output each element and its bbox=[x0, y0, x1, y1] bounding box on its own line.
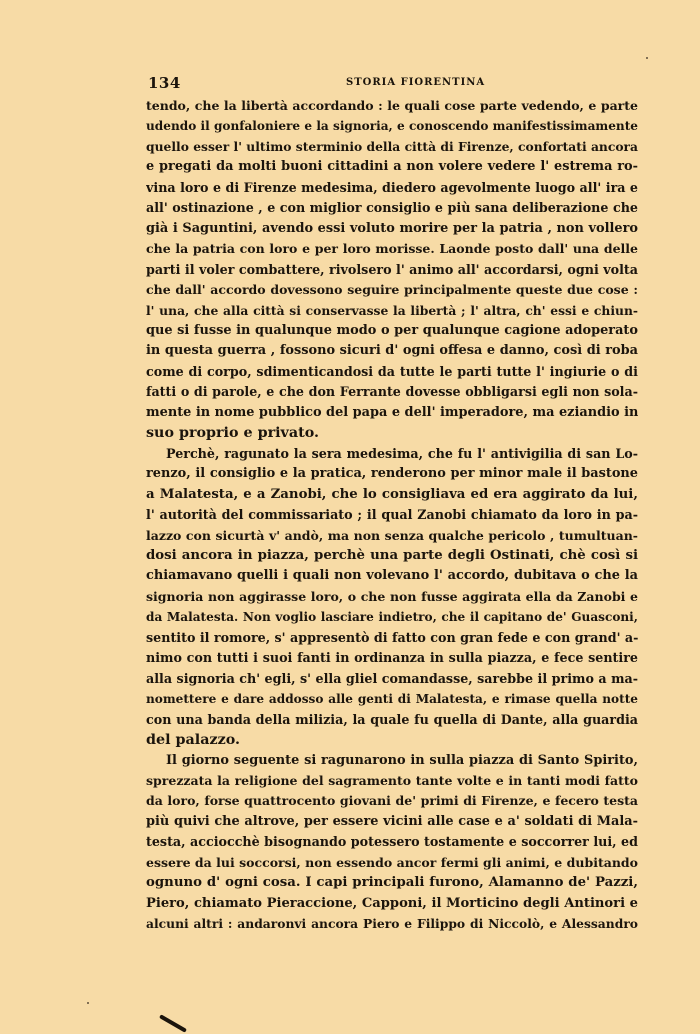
text-line: renzo, il consiglio e la pratica, renderono per minor male il bastone bbox=[146, 466, 638, 482]
body-text bbox=[146, 96, 638, 935]
text-line: con una banda della milizia, la quale fu quella di Dante, alla guardia bbox=[146, 711, 638, 727]
text-line: del palazzo. bbox=[146, 732, 240, 749]
text-line: signoria non aggirasse loro, o che non fusse aggirata ella da Zanobi e bbox=[146, 588, 638, 604]
text-line: chiamavano quelli i quali non volevano l' accordo, dubitava o che la bbox=[146, 568, 638, 584]
text-line: da Malatesta. Non voglio lasciare indietro, che il capitano de' Guasconi, bbox=[146, 610, 638, 625]
text-line: nomettere e dare addosso alle genti di Malatesta, e rimase quella notte bbox=[146, 692, 638, 707]
text-line: udendo il gonfaloniere e la signoria, e conoscendo manifestissimamente bbox=[146, 119, 638, 134]
text-line: l' autorità del commissariato ; il qual Zanobi chiamato da loro in pa- bbox=[146, 507, 638, 523]
text-line: sprezzata la religione del sagramento tante volte e in tanti modi fatto bbox=[146, 772, 638, 788]
text-line: nimo con tutti i suoi fanti in ordinanza in sulla piazza, e fece sentire bbox=[146, 650, 638, 666]
text-line: tendo, che la libertà accordando : le quali cose parte vedendo, e parte bbox=[146, 98, 638, 113]
text-line: che dall' accordo dovessono seguire principalmente queste due cose : bbox=[146, 282, 638, 298]
running-title: STORIA FIORENTINA bbox=[346, 77, 486, 88]
text-line: che la patria con loro e per loro morisse. Laonde posto dall' una delle bbox=[146, 241, 638, 257]
ink-speck bbox=[87, 1002, 89, 1004]
ink-speck bbox=[646, 57, 648, 59]
text-line: quello esser l' ultimo sterminio della città di Firenze, confortati ancora bbox=[146, 138, 638, 154]
text-line: Perchè, ragunato la sera medesima, che fu l' antivigilia di san Lo- bbox=[166, 445, 638, 461]
running-head bbox=[146, 74, 638, 96]
text-line: vina loro e di Firenze medesima, diedero agevolmente luogo all' ira e bbox=[146, 179, 638, 195]
text-line: Piero, chiamato Pieraccione, Capponi, il Morticino degli Antinori e bbox=[146, 895, 638, 911]
text-line: fatti o di parole, e che don Ferrante dovesse obbligarsi egli non sola- bbox=[146, 384, 638, 400]
text-line: più quivi che altrove, per essere vicini alle case e a' soldati di Mala- bbox=[146, 813, 638, 829]
text-line: dosi ancora in piazza, perchè una parte degli Ostinati, chè così si bbox=[146, 547, 638, 563]
text-line: suo proprio e privato. bbox=[146, 425, 319, 442]
text-line: essere da lui soccorsi, non essendo ancor fermi gli animi, e dubitando bbox=[146, 854, 638, 870]
text-line: testa, acciocchè bisognando potessero tostamente e soccorrer lui, ed bbox=[146, 834, 638, 850]
text-line: a Malatesta, e a Zanobi, che lo consigliava ed era aggirato da lui, bbox=[146, 486, 638, 502]
page-number: 134 bbox=[148, 74, 181, 92]
text-line: que si fusse in qualunque modo o per qualunque cagione adoperato bbox=[146, 322, 638, 338]
text-line: mente in nome pubblico del papa e dell' imperadore, ma eziandio in bbox=[146, 404, 638, 420]
text-line: alla signoria ch' egli, s' ella gliel comandasse, sarebbe il primo a ma- bbox=[146, 670, 638, 686]
text-line: parti il voler combattere, rivolsero l' animo all' accordarsi, ogni volta bbox=[146, 261, 638, 277]
book-page bbox=[146, 74, 638, 935]
text-line: in questa guerra , fossono sicuri d' ogni offesa e danno, così di roba bbox=[146, 343, 638, 359]
text-line: all' ostinazione , e con miglior consiglio e più sana deliberazione che bbox=[146, 200, 638, 216]
text-line: l' una, che alla città si conservasse la libertà ; l' altra, ch' essi e chiun- bbox=[146, 302, 638, 318]
ink-stroke-mark bbox=[159, 1014, 187, 1032]
text-line: lazzo con sicurtà v' andò, ma non senza qualche pericolo , tumultuan- bbox=[146, 527, 638, 543]
text-line: come di corpo, sdimenticandosi da tutte le parti tutte l' ingiurie o di bbox=[146, 363, 638, 379]
text-line: già i Saguntini, avendo essi voluto morire per la patria , non vollero bbox=[146, 220, 638, 236]
text-line: ognuno d' ogni cosa. I capi principali furono, Alamanno de' Pazzi, bbox=[146, 875, 638, 891]
text-line: da loro, forse quattrocento giovani de' primi di Firenze, e fecero testa bbox=[146, 793, 638, 809]
text-line: alcuni altri : andaronvi ancora Piero e Filippo di Niccolò, e Alessandro bbox=[146, 916, 638, 932]
text-line: sentito il romore, s' appresentò di fatto con gran fede e con grand' a- bbox=[146, 629, 638, 645]
text-line: e pregati da molti buoni cittadini a non volere vedere l' estrema ro- bbox=[146, 159, 638, 175]
text-line: Il giorno seguente si ragunarono in sulla piazza di Santo Spirito, bbox=[166, 752, 638, 768]
